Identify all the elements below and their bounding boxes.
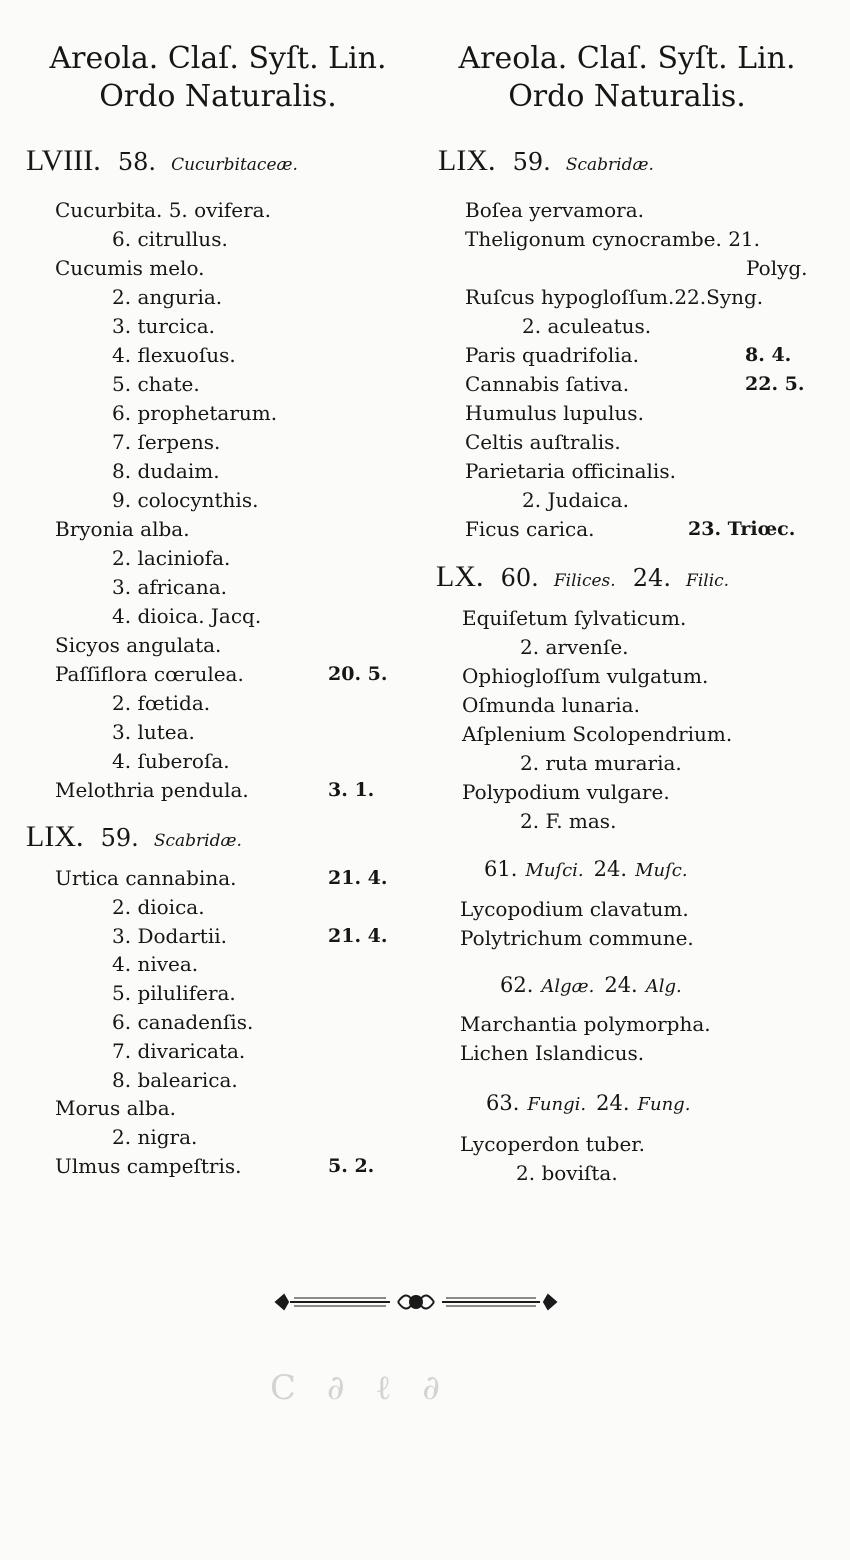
list-item: 3. africana.	[112, 575, 228, 599]
class-reference: 20. 5.	[328, 663, 388, 685]
list-item: 5. pilulifera.	[112, 981, 236, 1006]
list-item: Paris quadrifolia.	[465, 343, 639, 367]
list-item: 2. arvenſe.	[520, 635, 629, 659]
subsection-order-name: Muſci.	[525, 860, 584, 881]
list-item: 3. lutea.	[112, 720, 195, 744]
list-item: 4. dioica. Jacq.	[112, 604, 262, 628]
list-item: Lichen Islandicus.	[460, 1041, 645, 1065]
class-reference: 8. 4.	[745, 344, 792, 366]
class-reference: 21. 4.	[328, 924, 388, 947]
list-item: 6. canadenſis.	[112, 1010, 254, 1034]
list-item: 4. ſuberoſa.	[112, 749, 230, 773]
list-item: 2. dioica.	[112, 894, 205, 919]
list-item: 7. ſerpens.	[112, 430, 221, 454]
left-header-line2: Ordo Naturalis.	[99, 79, 337, 114]
list-item: 2. F. mas.	[520, 809, 617, 833]
list-item: Bryonia alba.	[55, 517, 190, 541]
section-order-name: Scabridæ.	[153, 831, 242, 851]
class-reference: 3. 1.	[328, 779, 375, 801]
left-header-line1: Areola. Claſ. Syſt. Lin.	[49, 41, 387, 76]
list-item: 3. Dodartii.	[112, 923, 227, 948]
list-item: Ficus carica.	[465, 517, 595, 541]
section-class-number: 24.	[632, 564, 671, 592]
list-item: 9. colocynthis.	[112, 488, 259, 512]
show-through-marks: C ∂ ℓ ∂	[270, 1368, 450, 1408]
list-item: Ulmus campeſtris.	[55, 1154, 242, 1178]
right-header-line1: Areola. Claſ. Syſt. Lin.	[458, 41, 796, 76]
list-item: Lycopodium clavatum.	[460, 897, 689, 921]
right-header-line2: Ordo Naturalis.	[508, 79, 746, 114]
section-order-number: 59.	[512, 148, 551, 176]
subsection-class-number: 24.	[596, 1091, 630, 1115]
subsection-heading-fungi	[486, 1090, 700, 1118]
list-item: 8. balearica.	[112, 1067, 238, 1092]
section-order-name: Filices.	[553, 571, 616, 591]
list-item: 8. dudaim.	[112, 459, 220, 483]
list-item: Urtica cannabina.	[55, 866, 237, 890]
subsection-class-name: Alg.	[645, 976, 682, 997]
subsection-heading-musci	[484, 856, 698, 884]
list-item: Lycoperdon tuber.	[460, 1132, 646, 1156]
list-item: Sicyos angulata.	[55, 633, 222, 657]
subsection-order-name: Fungi.	[527, 1094, 587, 1115]
section-order-number: 60.	[500, 564, 539, 592]
list-item: 6. citrullus.	[112, 227, 228, 251]
list-item: 2. nigra.	[112, 1125, 198, 1150]
list-item: Polytrichum commune.	[460, 926, 694, 950]
list-item: 4. nivea.	[112, 952, 199, 977]
list-item: Parietaria officinalis.	[465, 459, 676, 483]
list-item: Cannabis ſativa.	[465, 372, 630, 396]
list-item: Polyg.	[746, 256, 808, 280]
list-item: Aſplenium Scolopendrium.	[462, 722, 733, 746]
subsection-heading-algae	[500, 972, 692, 1000]
list-item: 4. flexuoſus.	[112, 343, 236, 367]
subsection-class-number: 24.	[604, 973, 638, 997]
class-reference: 21. 4.	[328, 867, 388, 889]
section-order-number: 59.	[100, 824, 139, 852]
list-item: Theligonum cynocrambe. 21.	[465, 227, 761, 251]
list-item: 2. anguria.	[112, 285, 223, 309]
right-column-header	[432, 40, 822, 116]
list-item: Ruſcus hypogloſſum.22.Syng.	[465, 285, 764, 309]
subsection-order-number: 62.	[500, 973, 534, 997]
section-numeral: LVIII.	[26, 144, 101, 177]
list-item: 2. laciniofa.	[112, 546, 231, 570]
section-numeral: LIX.	[26, 820, 84, 853]
section-numeral: LX.	[436, 560, 484, 593]
list-item: 7. divaricata.	[112, 1038, 246, 1063]
section-heading-lix-right	[438, 144, 654, 178]
list-item: Cucurbita. 5. ovifera.	[55, 198, 271, 222]
list-item: Oſmunda lunaria.	[462, 693, 640, 717]
list-item: 5. chate.	[112, 372, 200, 396]
subsection-class-number: 24.	[593, 857, 628, 881]
left-column-header	[18, 40, 418, 116]
list-item: Morus alba.	[55, 1096, 176, 1121]
list-item: Cucumis melo.	[55, 256, 205, 280]
section-heading-lviii	[26, 144, 298, 178]
list-item: 6. prophetarum.	[112, 401, 278, 425]
section-heading-lix-left	[26, 820, 242, 854]
section-class-name: Filic.	[686, 571, 730, 591]
printer-ornament-rule-icon	[272, 1288, 560, 1316]
list-item: 2. Judaica.	[522, 488, 629, 512]
subsection-order-number: 61.	[484, 857, 518, 881]
class-reference: 23. Triœc.	[688, 518, 796, 540]
list-item: Ophiogloſſum vulgatum.	[462, 664, 709, 688]
section-order-name: Cucurbitaceæ.	[171, 155, 298, 175]
list-item: Paſſiflora cœrulea.	[55, 662, 244, 686]
list-item: 2. ruta muraria.	[520, 751, 682, 775]
section-order-number: 58.	[117, 148, 156, 176]
class-reference: 5. 2.	[328, 1155, 375, 1177]
list-item: 2. fœtida.	[112, 691, 211, 715]
subsection-order-number: 63.	[486, 1091, 520, 1115]
subsection-class-name: Muſc.	[635, 860, 688, 881]
list-item: Polypodium vulgare.	[462, 780, 670, 804]
list-item: 3. turcica.	[112, 314, 215, 338]
list-item: Equiſetum ſylvaticum.	[462, 606, 687, 630]
section-numeral: LIX.	[438, 144, 496, 177]
list-item: Boſea yervamora.	[465, 198, 645, 222]
list-item: Melothria pendula.	[55, 778, 249, 802]
section-order-name: Scabridæ.	[565, 155, 654, 175]
list-item: 2. boviſta.	[516, 1161, 618, 1185]
subsection-order-name: Algæ.	[541, 976, 595, 997]
list-item: 2. aculeatus.	[522, 314, 652, 338]
list-item: Celtis auſtralis.	[465, 430, 621, 454]
list-item: Marchantia polymorpha.	[460, 1012, 711, 1036]
class-reference: 22. 5.	[745, 373, 805, 395]
subsection-class-name: Fung.	[637, 1094, 691, 1115]
list-item: Humulus lupulus.	[465, 401, 644, 425]
section-heading-lx	[436, 560, 729, 594]
